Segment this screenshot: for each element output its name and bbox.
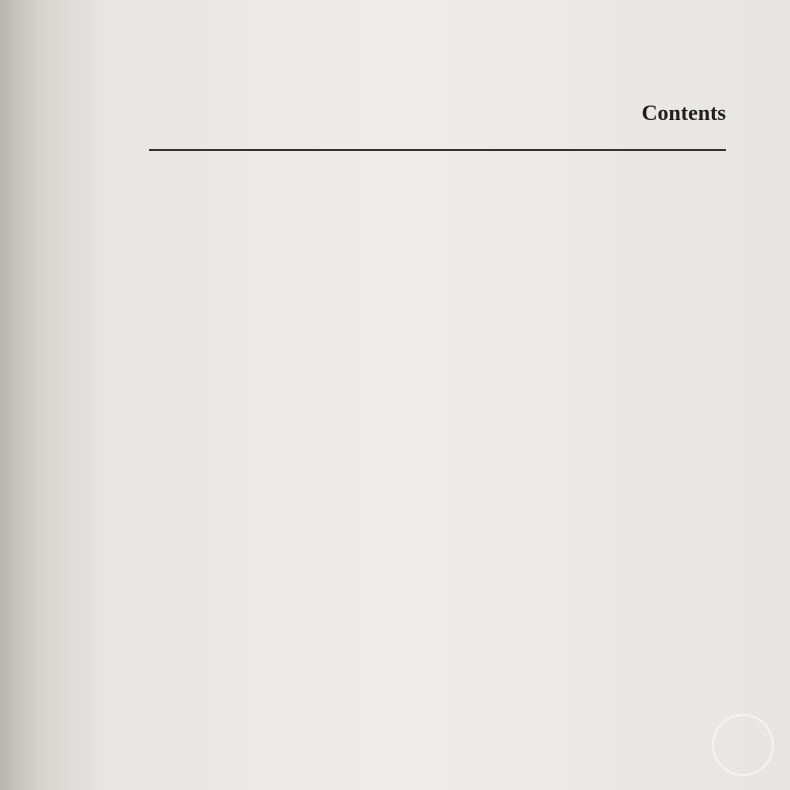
right-column xyxy=(449,0,726,790)
page-title: Contents xyxy=(641,100,726,125)
left-column xyxy=(147,0,425,790)
